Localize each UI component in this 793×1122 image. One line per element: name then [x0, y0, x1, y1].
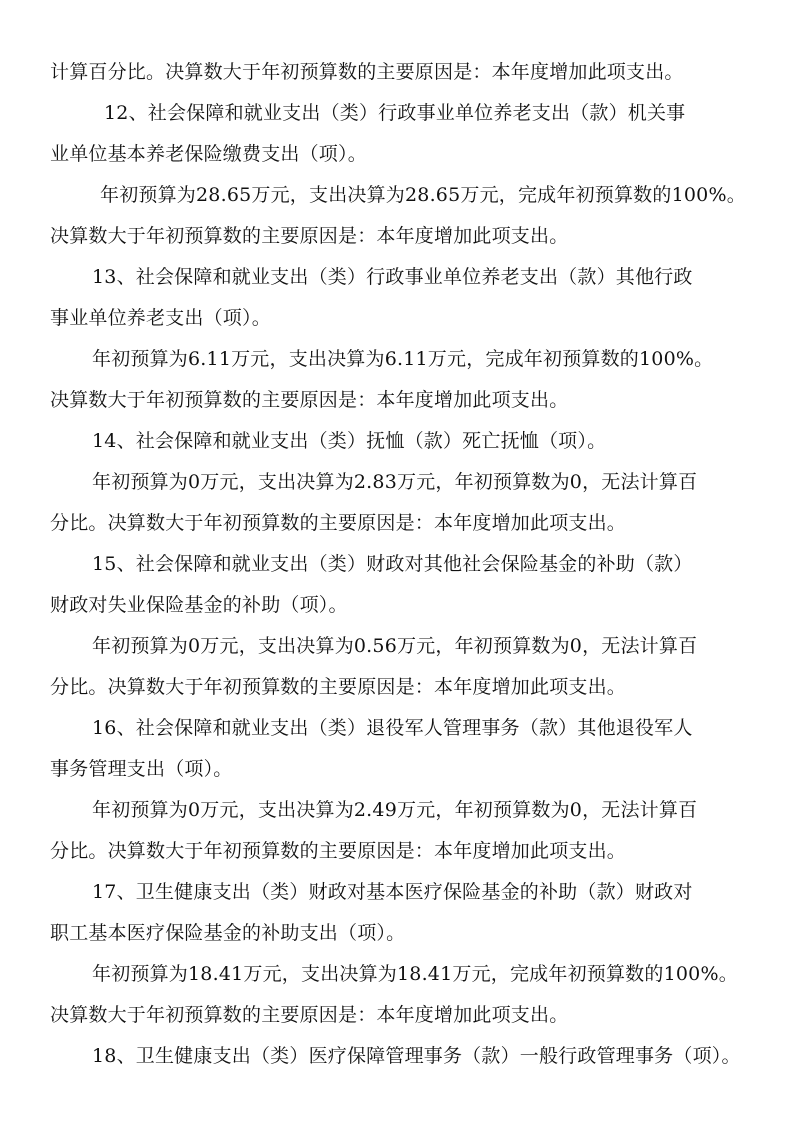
text-line: 事务管理支出（项）。 — [50, 758, 233, 780]
text-line: 事业单位养老支出（项）。 — [50, 307, 271, 329]
text-line: 分比。决算数大于年初预算数的主要原因是：本年度增加此项支出。 — [50, 840, 627, 862]
text-line: 业单位基本养老保险缴费支出（项）。 — [50, 143, 367, 165]
text-line: 决算数大于年初预算数的主要原因是：本年度增加此项支出。 — [50, 225, 569, 247]
text-line: 17、卫生健康支出（类）财政对基本医疗保险基金的补助（款）财政对 — [92, 881, 693, 903]
text-line: 财政对失业保险基金的补助（项）。 — [50, 594, 348, 616]
text-line: 决算数大于年初预算数的主要原因是：本年度增加此项支出。 — [50, 389, 569, 411]
text-line: 16、社会保障和就业支出（类）退役军人管理事务（款）其他退役军人 — [92, 717, 693, 739]
text-line: 年初预算为28.65万元，支出决算为28.65万元，完成年初预算数的100%。 — [100, 184, 746, 206]
text-line: 分比。决算数大于年初预算数的主要原因是：本年度增加此项支出。 — [50, 512, 627, 534]
text-line: 年初预算为0万元，支出决算为2.49万元，年初预算数为0，无法计算百 — [92, 799, 698, 821]
text-line: 年初预算为0万元，支出决算为2.83万元，年初预算数为0，无法计算百 — [92, 471, 698, 493]
text-line: 12、社会保障和就业支出（类）行政事业单位养老支出（款）机关事 — [104, 102, 686, 124]
text-line: 15、社会保障和就业支出（类）财政对其他社会保险基金的补助（款） — [92, 553, 693, 575]
text-line: 18、卫生健康支出（类）医疗保障管理事务（款）一般行政管理事务（项）。 — [92, 1045, 741, 1067]
text-line: 13、社会保障和就业支出（类）行政事业单位养老支出（款）其他行政 — [92, 266, 693, 288]
text-line: 分比。决算数大于年初预算数的主要原因是：本年度增加此项支出。 — [50, 676, 627, 698]
text-line: 年初预算为0万元，支出决算为0.56万元，年初预算数为0，无法计算百 — [92, 635, 698, 657]
text-line: 年初预算为6.11万元，支出决算为6.11万元，完成年初预算数的100%。 — [92, 348, 714, 370]
text-line: 计算百分比。决算数大于年初预算数的主要原因是：本年度增加此项支出。 — [50, 61, 684, 83]
text-line: 14、社会保障和就业支出（类）抚恤（款）死亡抚恤（项）。 — [92, 430, 607, 452]
text-line: 职工基本医疗保险基金的补助支出（项）。 — [50, 922, 406, 944]
text-line: 决算数大于年初预算数的主要原因是：本年度增加此项支出。 — [50, 1004, 569, 1026]
text-line: 年初预算为18.41万元，支出决算为18.41万元，完成年初预算数的100%。 — [92, 963, 738, 985]
